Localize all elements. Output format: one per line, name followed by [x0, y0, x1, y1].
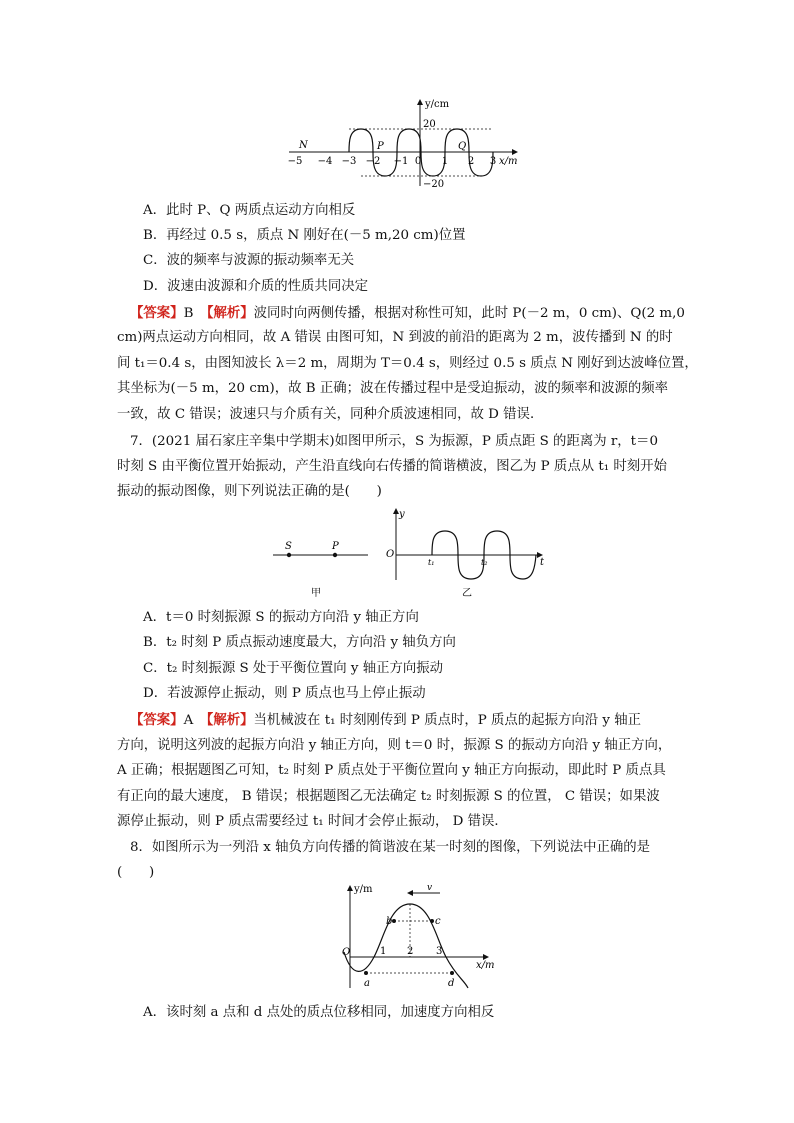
x-tick: 1	[441, 156, 449, 167]
wave-figure-1	[285, 94, 535, 194]
x-tick-1: 1	[380, 946, 387, 957]
point-p-label: P	[377, 141, 384, 152]
q6-analysis-line: 间 t₁＝0.4 s，由图知波长 λ＝2 m，周期为 T＝0.4 s，则经过 0.5 s 质点 N 刚好到达波峰位置，	[117, 356, 698, 371]
x-tick: −1	[393, 156, 409, 167]
figure-yi	[382, 505, 562, 605]
point-a-dot	[364, 971, 368, 975]
y-bottom-label: −20	[423, 179, 445, 190]
q7-analysis-line: 有正向的最大速度， B 错误；根据题图乙无法确定 t₂ 时刻振源 S 的位置， C 错误；如果波	[117, 789, 660, 804]
t1-label: t₁	[428, 558, 435, 567]
x-tick: −2	[365, 156, 381, 167]
caption-yi: 乙	[462, 588, 472, 599]
x-tick-3: 3	[436, 946, 443, 957]
figure-jia	[268, 535, 378, 605]
q7-analysis-line: 源停止振动，则 P 质点需要经过 t₁ 时间才会停止振动， D 错误．	[117, 814, 508, 829]
analysis-text: 当机械波在 t₁ 时刻刚传到 P 质点时，P 质点的起振方向沿 y 轴正	[253, 713, 642, 728]
q8-stem-line: ( )	[117, 865, 155, 880]
q7-stem-line: 7．(2021 届石家庄辛集中学期末)如图甲所示，S 为振源，P 质点距 S 的距离为 r，t＝0	[130, 434, 658, 449]
origin-label: O	[342, 947, 351, 958]
q6-analysis-line: cm)两点运动方向相同，故 A 错误 由图可知，N 到波的前沿的距离为 2 m，波传播到 N 的时	[117, 330, 673, 345]
q8-option-a: A．该时刻 a 点和 d 点处的质点位移相同，加速度方向相反	[143, 1005, 495, 1020]
answer-value: B	[183, 306, 194, 321]
point-c-dot	[430, 919, 434, 923]
x-tick: −3	[341, 156, 357, 167]
t2-label: t₂	[481, 558, 488, 567]
wave-figure-q8	[330, 880, 510, 995]
x-label: x/m	[476, 960, 495, 971]
source-s-dot	[287, 553, 291, 557]
q6-option-a: A．此时 P、Q 两质点运动方向相反	[143, 203, 356, 218]
q8-stem-line: 8．如图所示为一列沿 x 轴负方向传播的简谐波在某一时刻的图像，下列说法中正确的是	[130, 840, 651, 855]
answer-value: A	[183, 713, 194, 728]
x-tick: 3	[489, 156, 497, 167]
answer-tag: 【答案】	[130, 712, 184, 728]
a-label: a	[364, 978, 370, 989]
x-tick: −5	[287, 156, 303, 167]
q6-option-c: C．波的频率与波源的振动频率无关	[143, 253, 355, 268]
q7-answer-line	[0, 711, 794, 730]
wave-curve	[344, 904, 468, 988]
q7-option-b: B．t₂ 时刻 P 质点振动速度最大，方向沿 y 轴负方向	[143, 635, 456, 650]
x-tick: 2	[467, 156, 475, 167]
point-b-dot	[392, 919, 396, 923]
q7-analysis-line: 方向，说明这列波的起振方向沿 y 轴正方向，则 t＝0 时，振源 S 的振动方向沿 y 轴正方向，	[117, 738, 672, 753]
v-label: v	[427, 883, 433, 893]
s-label: S	[285, 541, 292, 552]
y-top-label: 20	[423, 119, 436, 130]
p-label: P	[332, 541, 339, 552]
y-label: y/cm	[425, 99, 450, 110]
analysis-tag: 【解析】	[206, 305, 254, 321]
x-tick: 0	[414, 156, 422, 167]
q7-stem-line: 时刻 S 由平衡位置开始振动，产生沿直线向右传播的简谐横波，图乙为 P 质点从 t₁ 时刻开始	[117, 459, 667, 474]
point-d-dot	[450, 971, 454, 975]
q7-analysis-line: A 正确；根据题图乙可知，t₂ 时刻 P 质点处于平衡位置向 y 轴正方向振动，即此时 P 质点具	[117, 763, 666, 778]
q6-option-b: B．再经过 0.5 s，质点 N 刚好在(－5 m,20 cm)位置	[143, 228, 466, 243]
x-tick: −4	[317, 156, 333, 167]
q6-option-d: D．波速由波源和介质的性质共同决定	[143, 279, 368, 294]
b-label: b	[386, 916, 393, 927]
y-label: y	[399, 509, 405, 520]
x-tick-2: 2	[407, 946, 414, 957]
answer-tag: 【答案】	[130, 305, 184, 321]
y-label: y/m	[354, 884, 373, 895]
q6-answer-line	[0, 304, 794, 323]
q7-option-c: C．t₂ 时刻振源 S 处于平衡位置向 y 轴正方向振动	[143, 661, 444, 676]
q7-option-a: A．t＝0 时刻振源 S 的振动方向沿 y 轴正方向	[143, 610, 419, 625]
point-p-dot	[333, 553, 337, 557]
q6-analysis-line: 其坐标为(－5 m，20 cm)，故 B 正确；波在传播过程中是受迫振动，波的频率和波源的频率	[117, 381, 669, 396]
q7-option-d: D．若波源停止振动，则 P 质点也马上停止振动	[143, 686, 426, 701]
point-q-label: Q	[458, 141, 467, 152]
x-label: x/m	[499, 156, 518, 167]
d-label: d	[448, 978, 455, 989]
point-n-label: N	[299, 140, 308, 151]
c-label: c	[435, 916, 441, 927]
q7-stem-line: 振动的振动图像，则下列说法正确的是( )	[117, 484, 382, 499]
analysis-tag: 【解析】	[206, 712, 254, 728]
caption-jia: 甲	[311, 588, 321, 599]
t-label: t	[540, 557, 545, 568]
analysis-text: 波同时向两侧传播，根据对称性可知，此时 P(－2 m，0 cm)、Q(2 m,0	[253, 306, 685, 321]
q6-analysis-line: 一致，故 C 错误；波速只与介质有关，同种介质波速相同，故 D 错误．	[117, 407, 544, 422]
origin-label: O	[386, 549, 395, 560]
